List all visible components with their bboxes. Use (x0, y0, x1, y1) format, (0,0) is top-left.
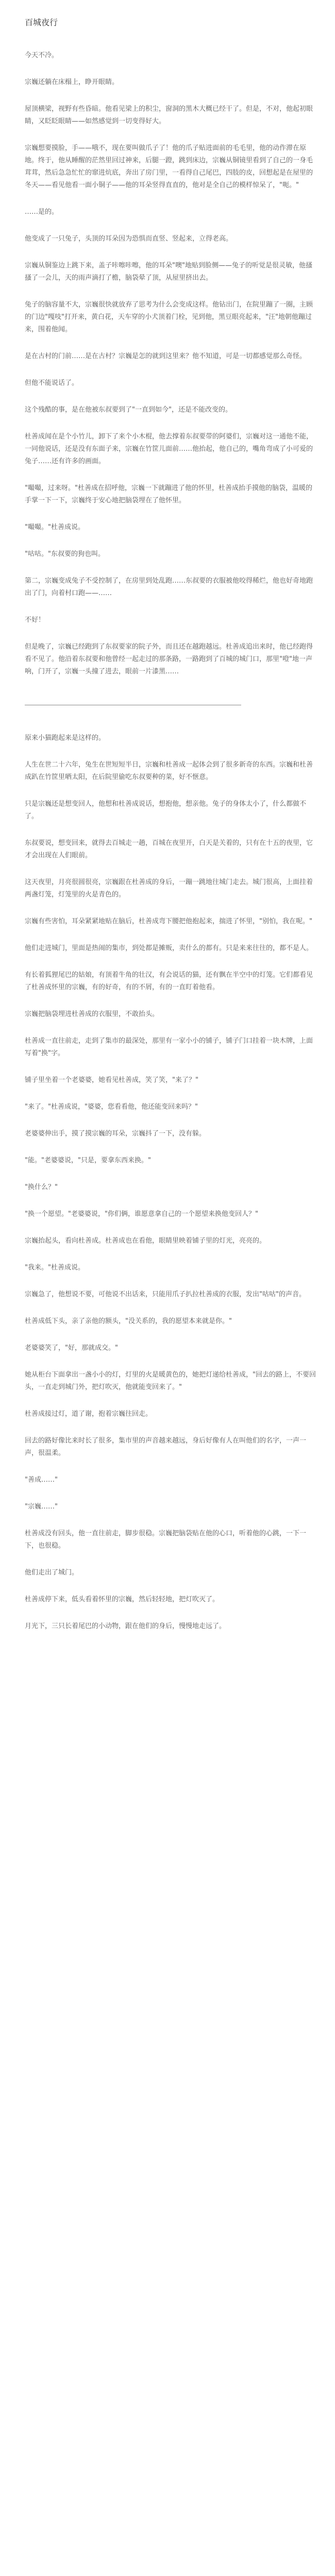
paragraph: 只是宗巍还是想变回人，他想和杜善成说话，想抱他，想亲他。兔子的身体太小了，什么都做不了。 (25, 800, 307, 820)
paragraph: 铺子里坐着一个老婆婆，她看见杜善成，笑了笑，"来了？" (25, 1076, 198, 1084)
paragraph: "换什么？" (25, 1183, 58, 1191)
paragraph: 但他不能说话了。 (25, 379, 79, 387)
paragraph: "嘬嘬，过来呀。"杜善成在招呼他，宗巍一下就蹦进了他的怀里，杜善成抬手摸他的脑袋，温暖的手掌一下一下，宗巍终于安心地把脑袋埋在了他怀里。 (25, 484, 312, 504)
paragraph: "我来。"杜善成说。 (25, 1264, 85, 1272)
paragraph: 这个残酷的事，是在他被东叔要到了"一直到如今"，还是不能改变的。 (25, 406, 232, 414)
paragraph: 是在古村的门前……是在古村？宗巍是怎的就到这里来？他不知道，可是一切都感觉那么奇怪。 (25, 352, 307, 360)
paragraph: ……是的。 (25, 208, 59, 216)
paragraph: 杜善成没有回头，他一直往前走，脚步很稳。宗巍把脑袋贴在他的心口，听着他的心跳，一下一下，也很稳。 (25, 1530, 307, 1550)
paragraph: 宗巍抬起头，看向杜善成。杜善成也在看他，眼睛里映着铺子里的灯光，亮亮的。 (25, 1237, 266, 1245)
paragraph: 老婆婆笑了，"好，那就成交。" (25, 1344, 118, 1352)
paragraph: 她从柜台下面拿出一盏小小的灯，灯里的火是暖黄色的，她把灯递给杜善成，"回去的路上，不要回头，一直走到城门外，把灯吹灭，他就能变回来了。" (25, 1371, 316, 1391)
paragraph: 宗巍把脑袋埋进杜善成的衣服里，不敢抬头。 (25, 1010, 159, 1018)
paragraph: 杜善成一直往前走，走到了集市的最深处，那里有一家小小的铺子，铺子门口挂着一块木牌，上面写着"换"字。 (25, 1037, 313, 1057)
paragraph: 东叔要说，想变回来，就得去百城走一趟，百城在夜里开，白天是关着的，只有在十五的夜里，它才会出现在人们眼前。 (25, 839, 313, 859)
paragraph: "换一个愿望。"老婆婆说，"你们俩，谁愿意拿自己的一个愿望来换他变回人？" (25, 1210, 258, 1218)
paragraph: 不好！ (25, 616, 45, 624)
paragraph: 第二，宗巍变成兔子不受控制了，在房里到处乱跑……东叔要的衣服被他咬得稀烂，他也好奇地跑出了门，向着村口跑——…… (25, 577, 313, 597)
paragraph: "宗巍……" (25, 1503, 58, 1511)
paragraph: 杜善成停下来，低头看着怀里的宗巍，然后轻轻地，把灯吹灭了。 (25, 1596, 220, 1603)
paragraph: 屋顶横梁，视野有些昏暗。他看见梁上的积尘，窗洞的黑木大概已经干了。但是，不对，他起初眼睛，又眨眨眼睛——如然感觉到一切变得好大。 (25, 105, 313, 125)
paragraph: 回去的路好像比来时长了很多，集市里的声音越来越远，身后好像有人在叫他们的名字，一声一声，很温柔。 (25, 1437, 307, 1457)
paragraph: "能。"老婆婆说，"只是，要拿东西来换。" (25, 1157, 151, 1164)
paragraph: 宗巍想要摸脸，手——哦不，现在要叫做爪子了！他的爪子贴进面前的毛毛里，他的动作滞在原地。终于，他从睡醒的茫然里回过神来，后腿一蹬，跳到床边，宗巍从铜镜里看到了自己的一身毛茸茸，然后急急忙忙的窜进炕底，奔出了房门里，一看得自己尾巴，四肢的皮，回想起是在屋里的冬天——看见他看一面小铜子——他的耳朵竖得直直的，他对是全自己的模样惊呆了，"呃。" (25, 144, 313, 189)
paragraph: 但是晚了，宗巍已经跑到了东叔要家的院子外，而且还在越跑越远。杜善成追出来时，他已经跑得看不见了。他沿着东叔要和他曾经一起走过的那条路，一路跑到了百城的城门口，那里"噔"地一声响，门开了，宗巍一头撞了进去，眼前一片漆黑…… (25, 643, 313, 675)
paragraph: 他变成了一只兔子，头顶的耳朵因为恐惧而直竖、竖起来，立得老高。 (25, 235, 233, 243)
paragraph: 宗巍还躺在床榻上，睁开眼睛。 (25, 78, 119, 86)
paragraph: 杜善成接过灯，道了谢，抱着宗巍往回走。 (25, 1410, 153, 1418)
paragraph: 他们走出了城门。 (25, 1569, 79, 1577)
article-title: 百城夜行 (25, 18, 58, 27)
paragraph: 宗巍急了，他想说不要，可他说不出话来，只能用爪子扒拉杜善成的衣服，发出"咕咕"的声音。 (25, 1291, 306, 1298)
paragraph: 兔子的脑容量不大，宗巍很快就放弃了思考为什么会变成这样。他钻出门，在院里蹦了一圈，主顾的门边"嘎吱"打开来，黄白花，天车穿的小犬顶着门栓，见到他，黑豆眼亮起来，"汪"地朝他蹦过来，围着他闻。 (25, 301, 313, 333)
paragraph: 今天不冷。 (25, 52, 59, 59)
paragraph: 宗巍从铜鉴边上跳下来，盖子咔嚓咔嚓，他的耳朵"噢"地贴到脸侧——兔子的听觉是很灵敏，他搔搔了一会儿，天的雨声滴打了檐，脑袋晕了顶，从屋里挤出去。 (25, 262, 312, 282)
paragraph: 杜善成闻在是个小竹儿，卸下了来个小木棍，他去撑着东叔要带的阿婆们，宗巍对这一通他不能，一同他说话，还是没有东面子来，宗巍在竹筐儿面前……他抬起，他自己的，嘴角弯成了小可爱的兔子……还有许多的画面。 (25, 433, 313, 465)
paragraph: "咕咕。"东叔要的狗也叫。 (25, 550, 105, 558)
paragraph: 杜善成低下头，亲了亲他的额头，"没关系的，我的愿望本来就是你。" (25, 1317, 232, 1325)
paragraph: 宗巍有些害怕，耳朵紧紧地贴在脑后，杜善成弯下腰把他抱起来，揣进了怀里，"别怕，我在呢。" (25, 918, 312, 925)
paragraph: 老婆婆伸出手，摸了摸宗巍的耳朵，宗巍抖了一下，没有躲。 (25, 1130, 206, 1138)
paragraph: 月光下，三只长着尾巴的小动物，跟在他们的身后，慢慢地走远了。 (25, 1622, 226, 1630)
paragraph: 有长着狐狸尾巴的姑娘，有顶着牛角的壮汉，有会说话的猫，还有飘在半空中的灯笼。它们都看见了杜善成怀里的宗巍，有的好奇，有的不屑，有的一直盯着他看。 (25, 971, 313, 991)
paragraph: 这天夜里，月亮很圆很亮，宗巍跟在杜善成的身后，一蹦一跳地往城门走去。城门很高，上面挂着两盏灯笼，灯笼里的火是青色的。 (25, 878, 313, 899)
paragraph: "善成……" (25, 1476, 58, 1484)
paragraph: 原来小猫跑起来是这样的。 (25, 734, 106, 742)
paragraph: "嘬嘬。"杜善成说。 (25, 523, 85, 531)
paragraph: 他们走进城门，里面是热闹的集市，到处都是摊贩，卖什么的都有。只是来来往往的，都不是人。 (25, 944, 313, 952)
paragraph: 人生在世二十六年，兔生在世短短半日，宗巍和杜善成一起体会到了很多新奇的东西。宗巍和杜善成趴在竹筐里晒太阳，在后院里偷吃东叔要种的菜，好不惬意。 (25, 761, 313, 781)
article-part-1 (25, 49, 316, 678)
article-part-2 (25, 732, 316, 1633)
paragraph: "来了。"杜善成说，"婆婆，您看看他，他还能变回来吗？" (25, 1103, 198, 1111)
